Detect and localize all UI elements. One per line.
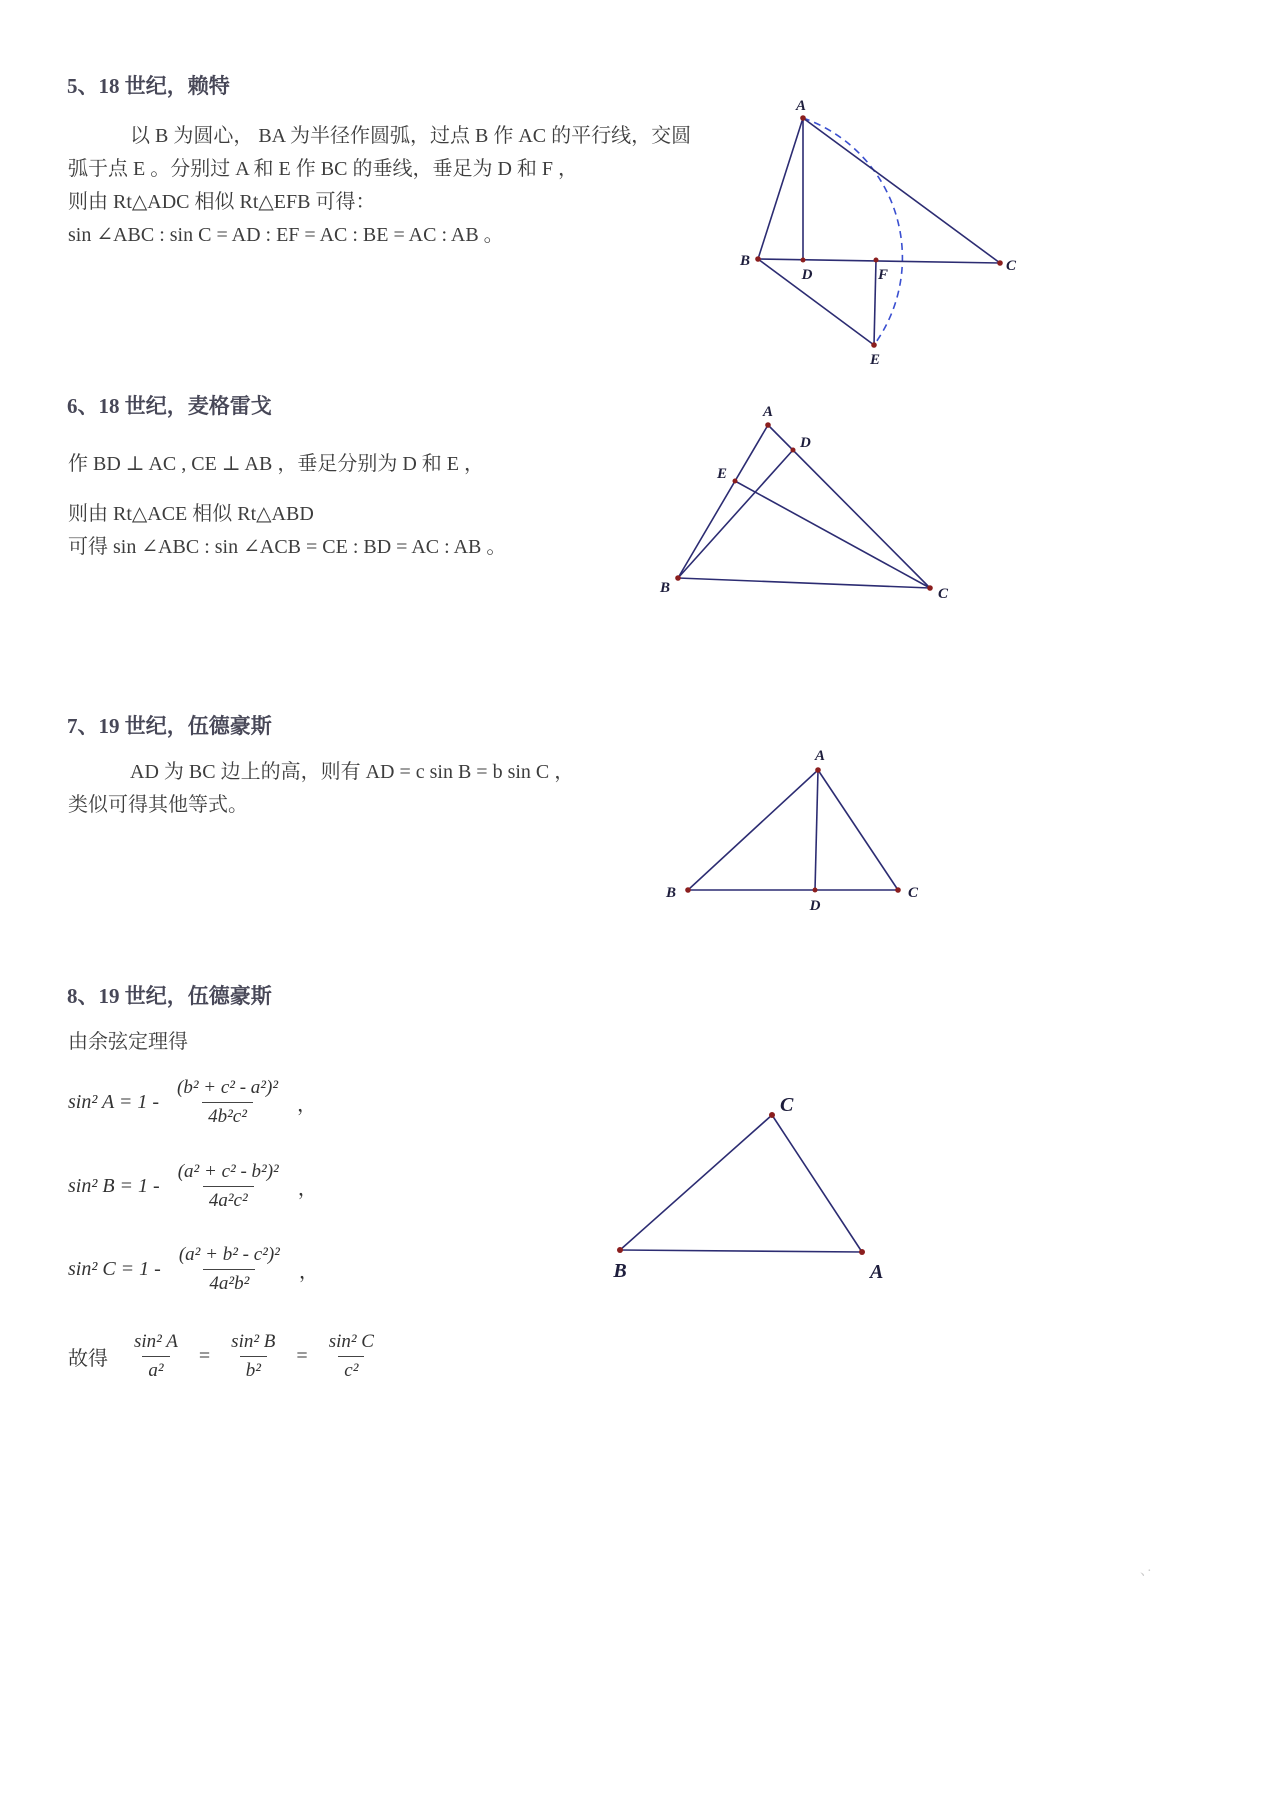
edge-BC: [758, 259, 1000, 263]
edge-AB: [758, 118, 803, 259]
vertex-dot-d: [813, 888, 818, 893]
fraction-denominator: 4a²c²: [203, 1186, 254, 1213]
equals-sign: =: [296, 1345, 308, 1367]
vertex-label-d: D: [800, 435, 811, 451]
text-line: 弧于点 E 。分别过 A 和 E 作 BC 的垂线，垂足为 D 和 F ，: [68, 158, 579, 180]
edge-AB: [678, 425, 768, 578]
text-line: 以 B 为圆心， BA 为半径作圆弧，过点 B 作 AC 的平行线，交圆: [130, 125, 692, 147]
text-line: 可得 sin ∠ABC : sin ∠ACB = CE : BD = AC : AB 。: [68, 536, 507, 558]
vertex-label-a: A: [814, 748, 826, 764]
perpendicular-EF: [874, 260, 876, 345]
vertex-label-e: E: [869, 352, 881, 368]
altitude-CE: [735, 481, 930, 588]
section-6-text: [68, 448, 506, 564]
formula-conclusion: [68, 1330, 388, 1383]
vertex-dot-c: [895, 887, 901, 893]
fraction-numerator: (a² + b² - c²)²: [178, 1244, 280, 1265]
vertex-dot-b: [755, 256, 761, 262]
altitude-BD: [678, 450, 793, 578]
section-8-intro: [68, 1026, 188, 1059]
formula-lhs: sin² C = 1 -: [68, 1258, 161, 1280]
vertex-dot-a: [765, 422, 771, 428]
formula-tail: ，: [297, 1094, 318, 1116]
section-8-heading: 8、19 世纪，伍德豪斯: [67, 984, 272, 1008]
vertex-dot-c: [927, 585, 933, 591]
faint-footer-mark: 、·: [1140, 1564, 1152, 1579]
vertex-dot-f: [874, 258, 879, 263]
fraction: [171, 1076, 284, 1129]
equals-sign: =: [198, 1345, 211, 1367]
vertex-label-e: E: [716, 466, 727, 482]
diagram-plain-triangle: [550, 1085, 930, 1320]
vertex-label-d: D: [801, 267, 813, 283]
vertex-label-b: B: [665, 885, 676, 901]
vertex-dot-c: [997, 260, 1003, 266]
formula-lhs: sin² B = 1 -: [68, 1175, 160, 1197]
altitude-AD: [815, 770, 818, 890]
text-line: sin ∠ABC : sin C = AD : EF = AC : BE = AC : AB 。: [68, 224, 504, 246]
vertex-label-c: C: [780, 1094, 794, 1116]
vertex-label-c: C: [1006, 258, 1017, 274]
section-5-heading: 5、18 世纪，赖特: [67, 74, 230, 98]
edge-BA: [620, 1250, 862, 1252]
text-line: 则由 Rt△ADC 相似 Rt△EFB 可得：: [68, 191, 376, 213]
edge-BC: [678, 578, 930, 588]
edge-CA: [772, 1115, 862, 1252]
fraction: [225, 1330, 281, 1383]
vertex-label-a: A: [870, 1261, 884, 1283]
fraction-denominator: c²: [338, 1356, 364, 1383]
section-5-text: [68, 120, 691, 252]
fraction: [128, 1330, 184, 1383]
edge-CB: [620, 1115, 772, 1250]
vertex-label-a: A: [795, 98, 807, 114]
vertex-label-f: F: [877, 267, 889, 283]
fraction: [172, 1160, 285, 1213]
vertex-label-b: B: [739, 253, 750, 269]
vertex-dot-a: [800, 115, 806, 121]
fraction-denominator: a²: [142, 1356, 169, 1383]
vertex-dot-c: [769, 1112, 775, 1118]
fraction-numerator: (b² + c² - a²)²: [177, 1077, 279, 1098]
diagram-macgregor-altitudes: [630, 400, 970, 615]
section-6-heading: 6、18 世纪，麦格雷戈: [67, 394, 272, 418]
fraction: [173, 1243, 286, 1296]
formula-sin2A: [68, 1076, 317, 1129]
edge-AB: [688, 770, 818, 890]
vertex-dot-d: [791, 448, 796, 453]
vertex-label-b: B: [659, 580, 670, 596]
vertex-dot-a: [859, 1249, 865, 1255]
text-line: 类似可得其他等式。: [68, 794, 248, 816]
fraction-denominator: 4b²c²: [202, 1102, 253, 1129]
text-line: AD 为 BC 边上的高，则有 AD = c sin B = b sin C ，: [130, 761, 575, 783]
vertex-dot-a: [815, 767, 821, 773]
vertex-label-c: C: [908, 885, 919, 901]
diagram-woodhouse-altitude: [630, 742, 950, 922]
fraction-numerator: sin² A: [134, 1331, 178, 1352]
text-line: 则由 Rt△ACE 相似 Rt△ABD: [68, 503, 314, 525]
fraction: [323, 1330, 380, 1383]
vertex-dot-e: [733, 479, 738, 484]
dashed-arc-BA-radius: [803, 118, 902, 345]
vertex-label-b: B: [613, 1260, 627, 1282]
fraction-denominator: 4a²b²: [203, 1269, 255, 1296]
formula-sin2C: [68, 1243, 319, 1296]
vertex-label-d: D: [809, 898, 821, 914]
section-7-text: [68, 756, 574, 822]
vertex-dot-e: [871, 342, 877, 348]
vertex-dot-b: [685, 887, 691, 893]
vertex-label-a: A: [762, 404, 774, 420]
fraction-numerator: sin² B: [231, 1331, 276, 1352]
vertex-label-c: C: [938, 586, 949, 602]
fraction-denominator: b²: [240, 1356, 267, 1383]
diagram-wright-circle-arc: [700, 88, 1040, 378]
formula-prefix: 故得: [68, 1348, 108, 1370]
fraction-numerator: (a² + c² - b²)²: [177, 1161, 279, 1182]
section-7-heading: 7、19 世纪，伍德豪斯: [67, 714, 272, 738]
formula-lhs: sin² A = 1 -: [68, 1091, 159, 1113]
edge-AC: [818, 770, 898, 890]
fraction-numerator: sin² C: [328, 1331, 374, 1352]
vertex-dot-b: [617, 1247, 623, 1253]
formula-sin2B: [68, 1160, 318, 1213]
formula-tail: ，: [297, 1178, 318, 1200]
segment-BE-parallel-AC: [758, 259, 874, 345]
text-line: 作 BD ⊥ AC , CE ⊥ AB ，垂足分别为 D 和 E ，: [68, 453, 484, 475]
vertex-dot-d: [801, 258, 806, 263]
text-line: 由余弦定理得: [68, 1031, 188, 1053]
vertex-dot-b: [675, 575, 681, 581]
edge-AC: [803, 118, 1000, 263]
formula-tail: ，: [298, 1261, 319, 1283]
